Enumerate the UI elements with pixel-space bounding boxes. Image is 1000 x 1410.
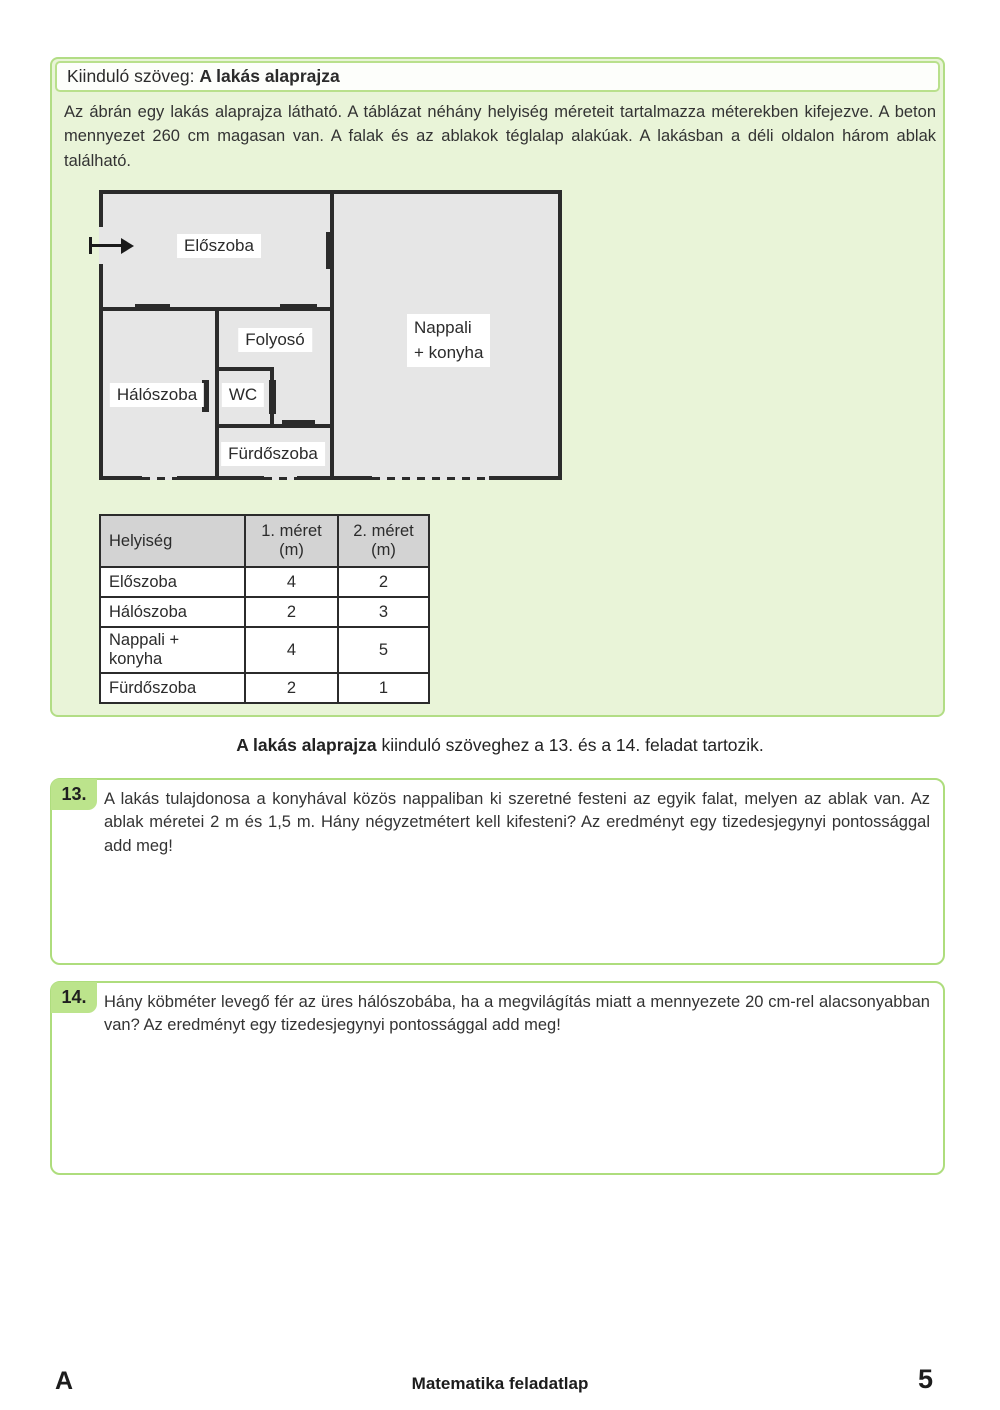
source-panel-header [55, 61, 940, 92]
dimensions-table [99, 514, 430, 704]
footer-document-title: Matematika feladatlap [411, 1374, 589, 1393]
cell-m1: 4 [245, 627, 338, 673]
table-row [100, 673, 429, 703]
window-south-furdoszoba [264, 477, 297, 480]
room-label-text: Nappali [414, 318, 472, 337]
source-text-panel [50, 57, 945, 717]
door-eloszoba-haloszoba [135, 304, 170, 311]
room-label-text: WC [228, 385, 258, 404]
table-row [100, 627, 429, 673]
room-label-text: Fürdőszoba [228, 444, 318, 463]
footer-page-number: 5 [918, 1364, 934, 1394]
source-header-title: A lakás alaprajza [199, 66, 340, 86]
wall [489, 476, 562, 480]
room-label-folyoso [238, 328, 312, 352]
column-header-m2 [338, 515, 429, 567]
task-reference-rest: kiinduló szöveghez a 13. és a 14. feladat tartozik. [376, 735, 764, 755]
wall-corridor-bottom [215, 424, 334, 428]
task-reference-bold: A lakás alaprajza [236, 735, 377, 755]
cell-m2: 5 [338, 627, 429, 673]
wall [558, 190, 562, 480]
room-label-text: Hálószoba [116, 385, 198, 404]
task-14-text: Hány köbméter levegő fér az üres hálószobába, ha a megvilágítás miatt a mennyezete 20 cm-rel alacsonyabban van? Az eredményt egy tizedesjegynyi pontossággal add meg! [104, 993, 930, 1035]
entrance-arrow-head-icon [121, 238, 134, 254]
room-label-text: Folyosó [245, 330, 305, 349]
door-eloszoba-folyoso [280, 304, 317, 311]
door-eloszoba-nappali [326, 232, 333, 269]
floorplan [99, 190, 562, 480]
column-header-m2-label: 2. méret [353, 522, 414, 540]
window-south-haloszoba [142, 477, 177, 480]
task-number-badge: 13. [51, 779, 97, 810]
footer-variant-label: A [55, 1367, 74, 1395]
cell-m1: 2 [245, 597, 338, 627]
task-13-text: A lakás tulajdonosa a konyhával közös nappaliban ki szeretné festeni az egyik falat, melyen az ablak van. Az ablak méretei 2 m és 1,5 m. Hány négyzetmétert kell kifesteni? Az eredményt egy tizedesjegynyi pontossággal add meg! [104, 790, 930, 855]
task-number-badge: 14. [51, 982, 97, 1013]
room-label-nappali-konyha [407, 314, 490, 367]
cell-m1: 4 [245, 567, 338, 597]
table-header-row [100, 515, 429, 567]
wall [177, 476, 264, 480]
room-label-text: Előszoba [184, 236, 254, 255]
task-box-14 [50, 981, 945, 1175]
room-label-haloszoba [110, 383, 204, 407]
cell-m2: 2 [338, 567, 429, 597]
wall [297, 476, 372, 480]
door-furdoszoba [282, 420, 315, 427]
cell-m2: 3 [338, 597, 429, 627]
column-header-m2-unit: (m) [371, 541, 396, 559]
door-wc [269, 380, 276, 414]
task-box-13 [50, 778, 945, 965]
room-label-furdoszoba [221, 442, 325, 466]
cell-m2: 1 [338, 673, 429, 703]
cell-m1: 2 [245, 673, 338, 703]
cell-room: Fürdőszoba [100, 673, 245, 703]
room-label-wc [222, 383, 264, 407]
source-header-prefix: Kiinduló szöveg: [67, 66, 200, 86]
column-header-room: Helyiség [100, 515, 245, 567]
wall [99, 190, 103, 227]
table-row [100, 597, 429, 627]
wall-haloszoba-right [215, 307, 219, 480]
column-header-m1-label: 1. méret [261, 522, 322, 540]
table-row [100, 567, 429, 597]
entrance-arrow-line-icon [89, 244, 122, 247]
cell-room: Előszoba [100, 567, 245, 597]
column-header-m1-unit: (m) [279, 541, 304, 559]
room-label-text: + konyha [414, 342, 484, 362]
wall-wc-top [215, 367, 274, 371]
source-intro-text: Az ábrán egy lakás alaprajza látható. A táblázat néhány helyiség méreteit tartalmazza méterekben kifejezve. A beton mennyezet 260 cm magasan van. A falak és az ablakok téglalap alakúak. A lakásban a déli oldalon három ablak található. [64, 103, 936, 170]
wall [99, 264, 103, 480]
column-header-m1 [245, 515, 338, 567]
cell-room: Hálószoba [100, 597, 245, 627]
room-label-eloszoba [177, 234, 261, 258]
window-south-nappali [372, 477, 489, 480]
cell-room: Nappali + konyha [100, 627, 245, 673]
wall [99, 476, 142, 480]
task-reference-line [0, 735, 1000, 756]
